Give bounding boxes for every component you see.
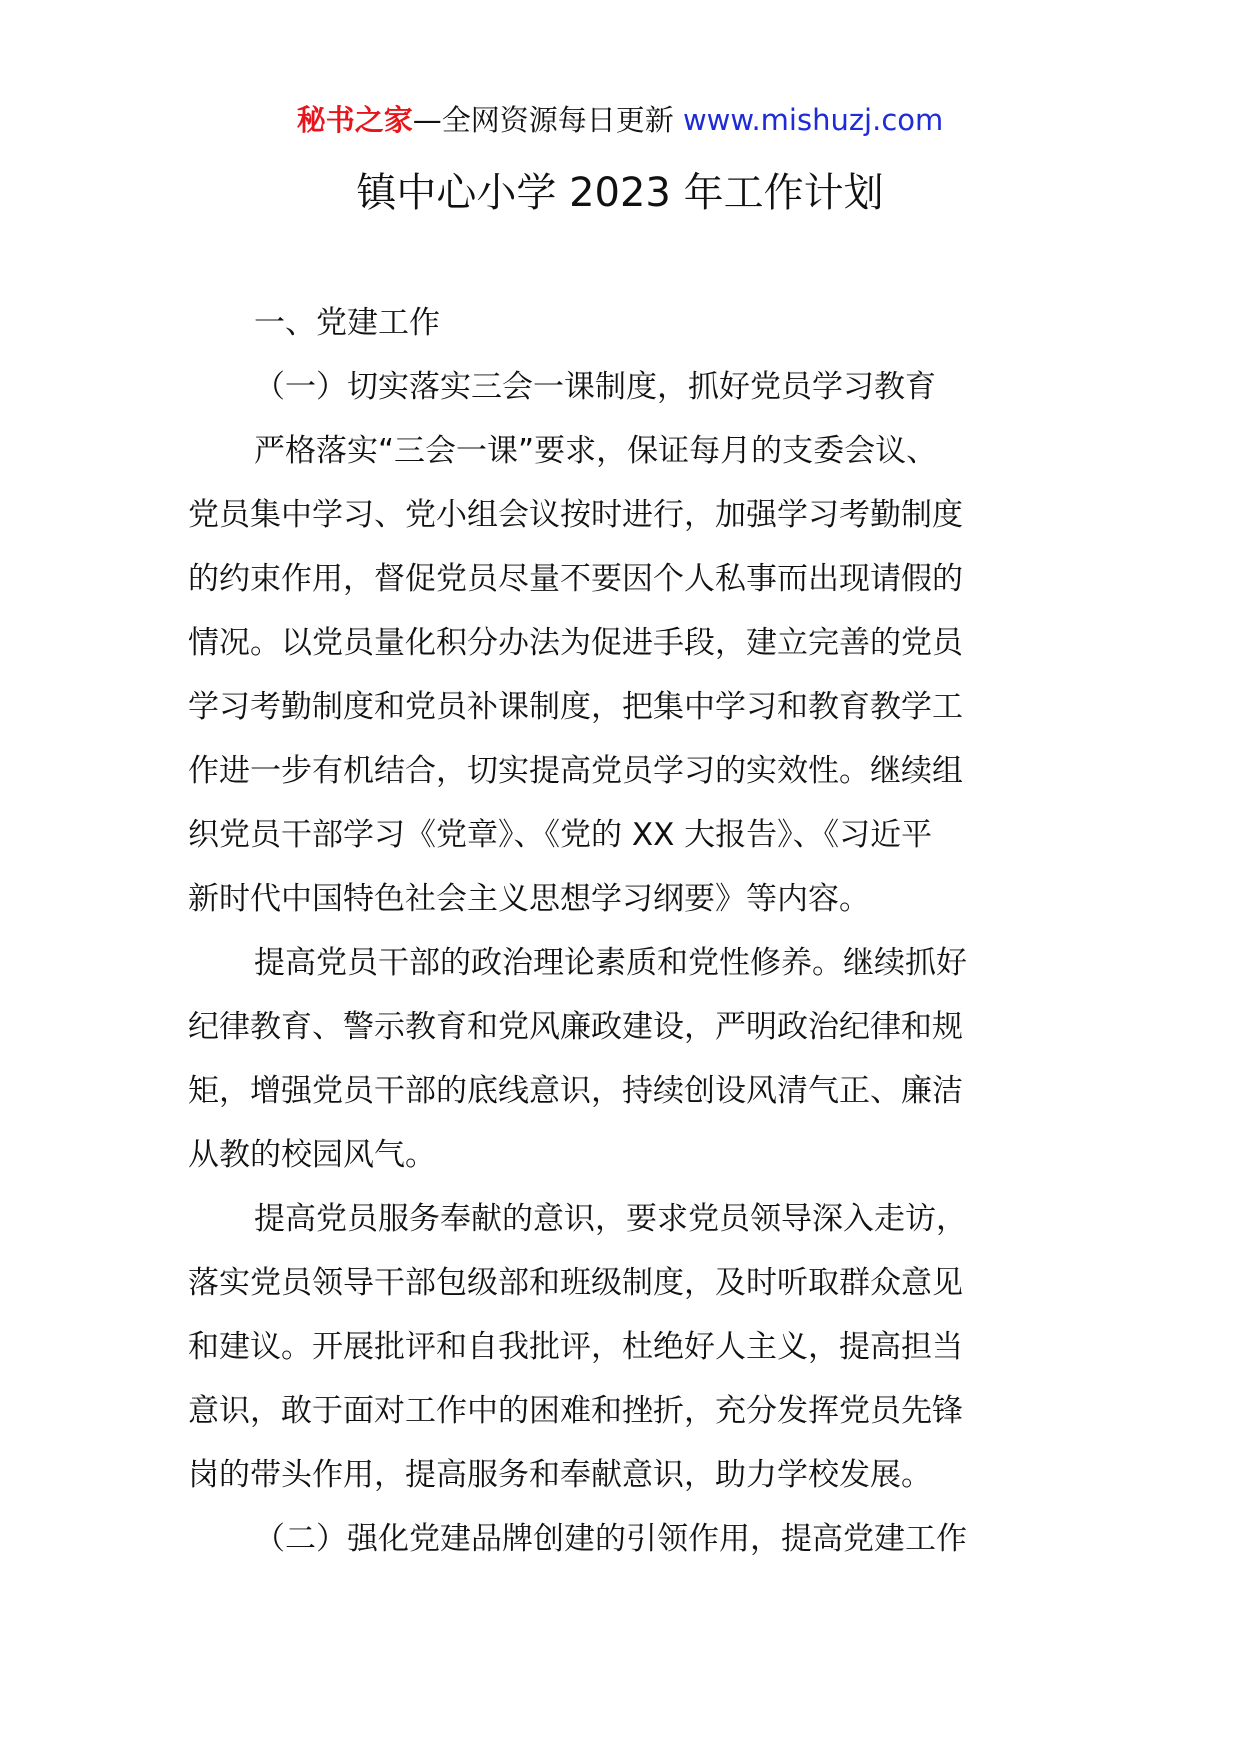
paragraph-line: 情况。以党员量化积分办法为促进手段，建立完善的党员	[188, 625, 963, 661]
paragraph-line: 提高党员干部的政治理论素质和党性修养。继续抓好	[254, 945, 967, 981]
paragraph-line: 纪律教育、警示教育和党风廉政建设，严明政治纪律和规	[188, 1009, 963, 1045]
paragraph-line: 的约束作用，督促党员尽量不要因个人私事而出现请假的	[188, 561, 963, 597]
paragraph-line: 严格落实“三会一课”要求，保证每月的支委会议、	[254, 433, 938, 469]
paragraph-line: 新时代中国特色社会主义思想学习纲要》等内容。	[188, 881, 870, 917]
paragraph-line: 岗的带头作用，提高服务和奉献意识，助力学校发展。	[188, 1457, 932, 1493]
banner-tagline: —全网资源每日更新	[412, 103, 683, 137]
subsection-heading: （二）强化党建品牌创建的引领作用，提高党建工作	[254, 1521, 967, 1557]
subsection-heading: （一）切实落实三会一课制度，抓好党员学习教育	[254, 369, 936, 405]
document-title: 镇中心小学 2023 年工作计划	[356, 170, 884, 216]
paragraph-line: 党员集中学习、党小组会议按时进行，加强学习考勤制度	[188, 497, 963, 533]
paragraph-line: 意识，敢于面对工作中的困难和挫折，充分发挥党员先锋	[188, 1393, 963, 1429]
paragraph-line: 从教的校园风气。	[188, 1137, 436, 1173]
brand-name: 秘书之家	[296, 103, 413, 137]
paragraph-line: 作进一步有机结合，切实提高党员学习的实效性。继续组	[188, 753, 963, 789]
section-heading: 一、党建工作	[254, 305, 440, 341]
paragraph-line: 织党员干部学习《党章》、《党的 XX 大报告》、《习近平	[188, 817, 933, 853]
document-body	[188, 291, 1054, 1571]
site-url-link[interactable]: www.mishuzj.com	[682, 103, 944, 137]
paragraph-line: 落实党员领导干部包级部和班级制度，及时听取群众意见	[188, 1265, 963, 1301]
paragraph-line: 学习考勤制度和党员补课制度，把集中学习和教育教学工	[188, 689, 963, 725]
site-banner	[0, 100, 1240, 140]
paragraph-line: 和建议。开展批评和自我批评，杜绝好人主义，提高担当	[188, 1329, 963, 1365]
paragraph-line: 提高党员服务奉献的意识，要求党员领导深入走访，	[254, 1201, 967, 1237]
paragraph-line: 矩，增强党员干部的底线意识，持续创设风清气正、廉洁	[188, 1073, 963, 1109]
